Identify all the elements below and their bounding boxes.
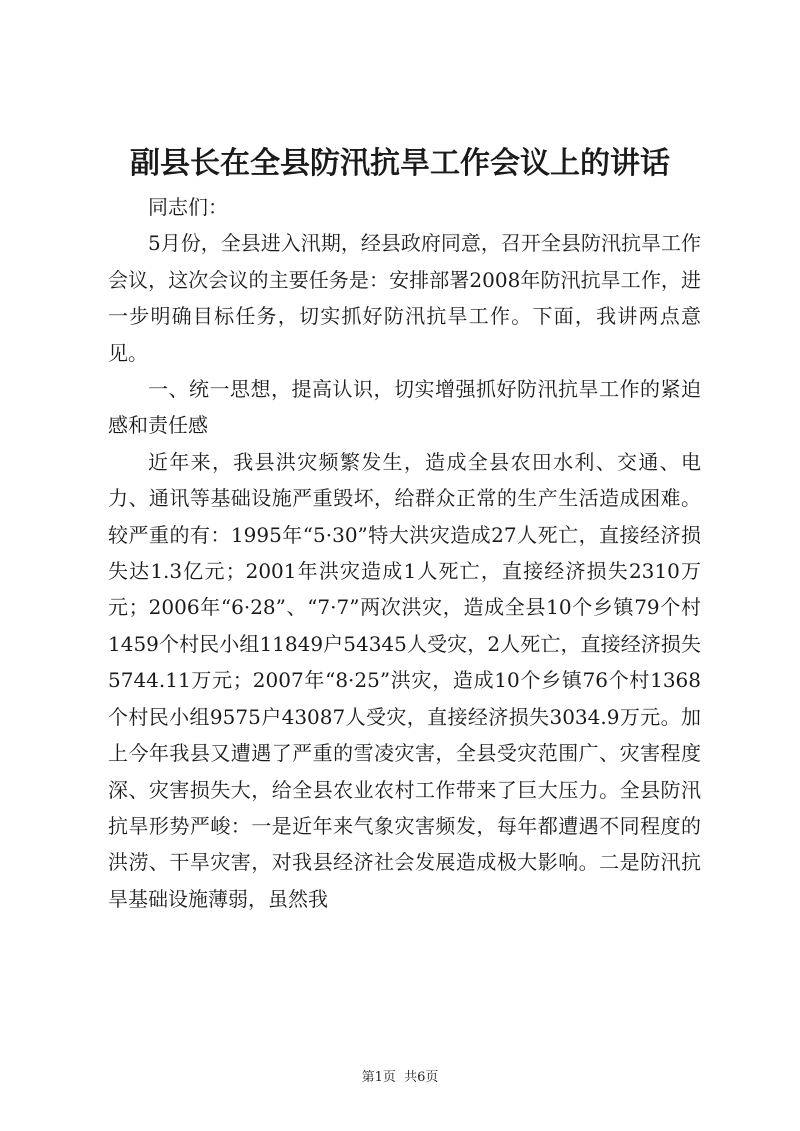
document-title: 副县长在全县防汛抗旱工作会议上的讲话 — [130, 146, 670, 181]
document-body — [108, 189, 701, 917]
page-footer — [0, 1069, 800, 1087]
page-total: 共6页 — [404, 1070, 439, 1085]
body-paragraph: 近年来，我县洪灾频繁发生，造成全县农田水利、交通、电力、通讯等基础设施严重毁坏，给群众正常的生产生活造成困难。较严重的有：1995年“5·30”特大洪灾造成27人死亡，直接经济损失达1.3亿元；2001年洪灾造成1人死亡，直接经济损失2310万元；2006年“6·28”、“7·7”两次洪灾，造成全县10个乡镇79个村1459个村民小组11849户54345人受灾，2人死亡，直接经济损失5744.11万元；2007年“8·25”洪灾，造成10个乡镇76个村1368个村民小组9575户43087人受灾，直接经济损失3034.9万元。加上今年我县又遭遇了严重的雪凌灾害，全县受灾范围广、灾害程度深、灾害损失大，给全县农业农村工作带来了巨大压力。全县防汛抗旱形势严峻：一是近年来气象灾害频发，每年都遭遇不同程度的洪涝、干旱灾害，对我县经济社会发展造成极大影响。二是防汛抗旱基础设施薄弱，虽然我 — [108, 449, 701, 911]
salutation-paragraph: 同志们： — [148, 195, 228, 219]
intro-paragraph: 5月份，全县进入汛期，经县政府同意，召开全县防汛抗旱工作会议，这次会议的主要任务是：安排部署2008年防汛抗旱工作，进一步明确目标任务，切实抓好防汛抗旱工作。下面，我讲两点意见。 — [108, 231, 701, 365]
page-number: 第1页 — [361, 1070, 396, 1085]
section-heading-paragraph: 一、统一思想，提高认识，切实增强抓好防汛抗旱工作的紧迫感和责任感 — [108, 377, 701, 438]
